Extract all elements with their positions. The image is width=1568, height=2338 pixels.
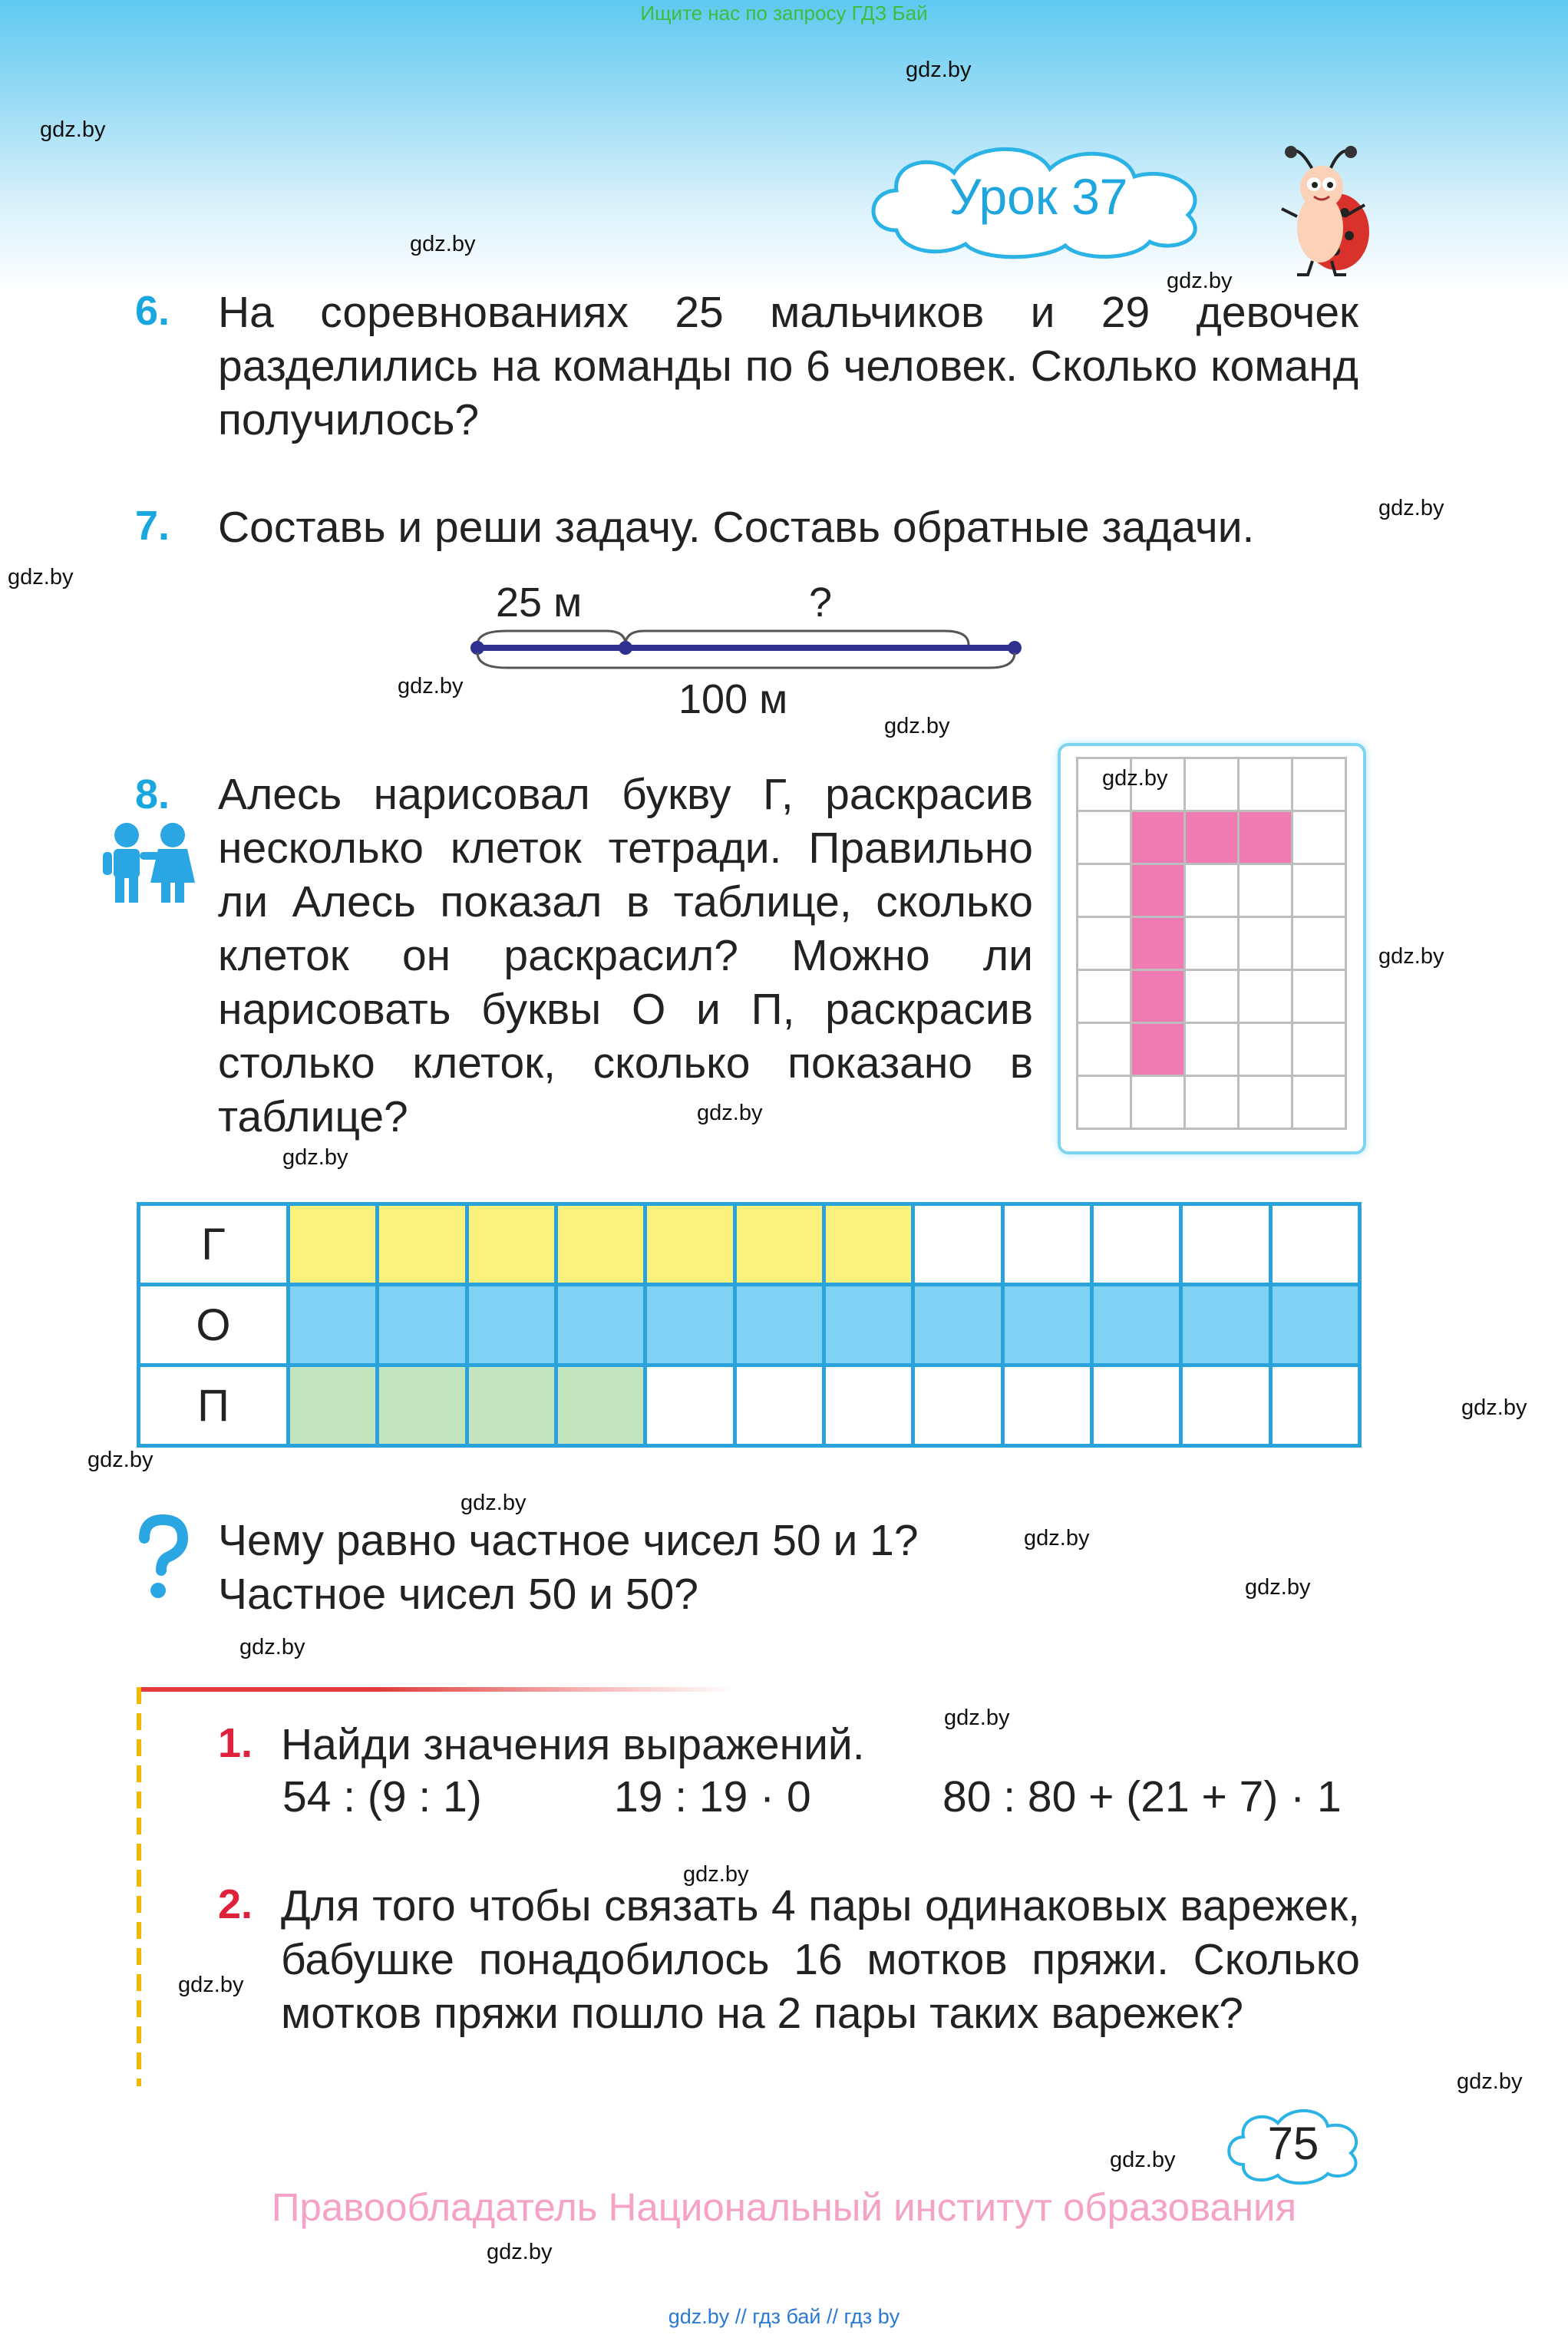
home1-number: 1. xyxy=(218,1720,253,1766)
task6-text: На соревнованиях 25 мальчиков и 29 девочек разделились на команды по 6 человек. Сколько команд получилось? xyxy=(218,288,1358,444)
colored-cell xyxy=(556,1365,645,1446)
ladybug-icon xyxy=(1274,140,1374,278)
watermark: gdz.by xyxy=(1378,944,1444,969)
task7-number: 7. xyxy=(135,503,170,549)
task7-text: Составь и реши задачу. Составь обратные задачи. xyxy=(218,503,1255,552)
empty-cell xyxy=(824,1365,913,1446)
question-line2: Частное чисел 50 и 50? xyxy=(218,1570,698,1619)
watermark: gdz.by xyxy=(410,232,476,256)
question-line1: Чему равно частное чисел 50 и 1? xyxy=(218,1516,919,1565)
homework-frame-left xyxy=(137,1687,141,2086)
copyright: Правообладатель Национальный институт образования xyxy=(271,2185,1297,2229)
watermark: gdz.by xyxy=(178,1973,244,1997)
expression-2: 19 : 19 · 0 xyxy=(614,1772,811,1821)
watermark: gdz.by xyxy=(1378,496,1444,520)
watermark: gdz.by xyxy=(460,1491,527,1515)
lesson-title: Урок 37 xyxy=(949,168,1128,225)
watermark: gdz.by xyxy=(884,714,950,738)
watermark: gdz.by xyxy=(87,1448,153,1472)
watermark: gdz.by xyxy=(398,674,464,698)
colored-cell xyxy=(734,1285,824,1365)
watermark: gdz.by xyxy=(906,58,972,82)
task6-number: 6. xyxy=(135,288,170,334)
colored-cell xyxy=(378,1285,467,1365)
watermark: gdz.by xyxy=(1024,1526,1090,1550)
watermark: gdz.by xyxy=(1110,2148,1176,2172)
letter-cells-table xyxy=(137,1202,1362,1448)
part1-label: 25 м xyxy=(496,580,583,626)
homework-frame-top xyxy=(137,1687,735,1692)
expression-1: 54 : (9 : 1) xyxy=(282,1772,482,1821)
home2-text: Для того чтобы связать 4 пары одинаковых варежек, бабушке понадобилось 16 мотков пряжи. Сколько мотков пряжи пошло на 2 пары таких варежек? xyxy=(281,1881,1360,2038)
watermark: gdz.by xyxy=(40,117,106,142)
colored-cell xyxy=(378,1365,467,1446)
question-icon xyxy=(130,1514,192,1606)
empty-cell xyxy=(1002,1204,1091,1285)
colored-cell xyxy=(1270,1285,1359,1365)
colored-cell xyxy=(378,1204,467,1285)
table-row xyxy=(139,1204,1360,1285)
empty-cell xyxy=(1270,1365,1359,1446)
empty-cell xyxy=(1002,1365,1091,1446)
colored-cell xyxy=(467,1204,556,1285)
colored-cell xyxy=(556,1285,645,1365)
watermark: gdz.by xyxy=(944,1706,1010,1730)
empty-cell xyxy=(1091,1365,1180,1446)
table-row xyxy=(139,1285,1360,1365)
part1-brace xyxy=(477,631,626,645)
pair-work-icon xyxy=(100,821,200,906)
task8-number: 8. xyxy=(135,771,170,817)
watermark: gdz.by xyxy=(1245,1575,1311,1600)
total-brace xyxy=(477,652,1015,668)
watermark: gdz.by xyxy=(8,565,74,589)
colored-cell xyxy=(1181,1285,1270,1365)
watermark: gdz.by xyxy=(1457,2069,1523,2094)
watermark: gdz.by xyxy=(1461,1395,1527,1420)
empty-cell xyxy=(1270,1204,1359,1285)
row-letter: П xyxy=(139,1365,289,1446)
colored-cell xyxy=(556,1204,645,1285)
notebook-grid xyxy=(1076,757,1347,1130)
page-number: 75 xyxy=(1267,2118,1319,2169)
colored-cell xyxy=(824,1285,913,1365)
expression-3: 80 : 80 + (21 + 7) · 1 xyxy=(942,1772,1342,1821)
colored-cell xyxy=(467,1365,556,1446)
total-label: 100 м xyxy=(678,676,788,722)
watermark: gdz.by xyxy=(282,1145,348,1170)
colored-cell xyxy=(1002,1285,1091,1365)
table-row xyxy=(139,1365,1360,1446)
home1-text: Найди значения выражений. xyxy=(281,1720,865,1769)
watermark: gdz.by xyxy=(697,1101,763,1125)
notebook-grid-panel xyxy=(1058,743,1366,1154)
colored-cell xyxy=(288,1365,377,1446)
home2-number: 2. xyxy=(218,1881,253,1927)
row-letter: О xyxy=(139,1285,289,1365)
task8-text: Алесь нарисовал букву Г, раскрасив несколько клеток тетради. Правильно ли Алесь показал в таблице, сколько клеток он раскрасил? Можно ли нарисовать буквы О и П, раскрасив столько клеток, сколько показано в таблице? xyxy=(218,770,1033,1141)
watermark: gdz.by xyxy=(683,1862,749,1887)
row-letter: Г xyxy=(139,1204,289,1285)
colored-cell xyxy=(645,1204,734,1285)
watermark: gdz.by xyxy=(1167,269,1233,293)
empty-cell xyxy=(913,1365,1002,1446)
colored-cell xyxy=(467,1285,556,1365)
empty-cell xyxy=(734,1365,824,1446)
colored-cell xyxy=(734,1204,824,1285)
colored-cell xyxy=(913,1285,1002,1365)
colored-cell xyxy=(288,1285,377,1365)
empty-cell xyxy=(645,1365,734,1446)
empty-cell xyxy=(1091,1204,1180,1285)
empty-cell xyxy=(1181,1204,1270,1285)
part2-label: ? xyxy=(809,580,833,626)
watermark: gdz.by xyxy=(1102,766,1168,791)
watermark: gdz.by xyxy=(239,1635,305,1659)
watermark: gdz.by xyxy=(487,2240,553,2264)
part2-brace xyxy=(626,631,969,645)
colored-cell xyxy=(645,1285,734,1365)
colored-cell xyxy=(824,1204,913,1285)
search-banner[interactable]: Ищите нас по запросу ГДЗ Бай xyxy=(640,2,928,25)
colored-cell xyxy=(288,1204,377,1285)
empty-cell xyxy=(1181,1365,1270,1446)
colored-cell xyxy=(1091,1285,1180,1365)
footer-links[interactable]: gdz.by // гдз бай // гдз by xyxy=(668,2305,900,2328)
empty-cell xyxy=(913,1204,1002,1285)
